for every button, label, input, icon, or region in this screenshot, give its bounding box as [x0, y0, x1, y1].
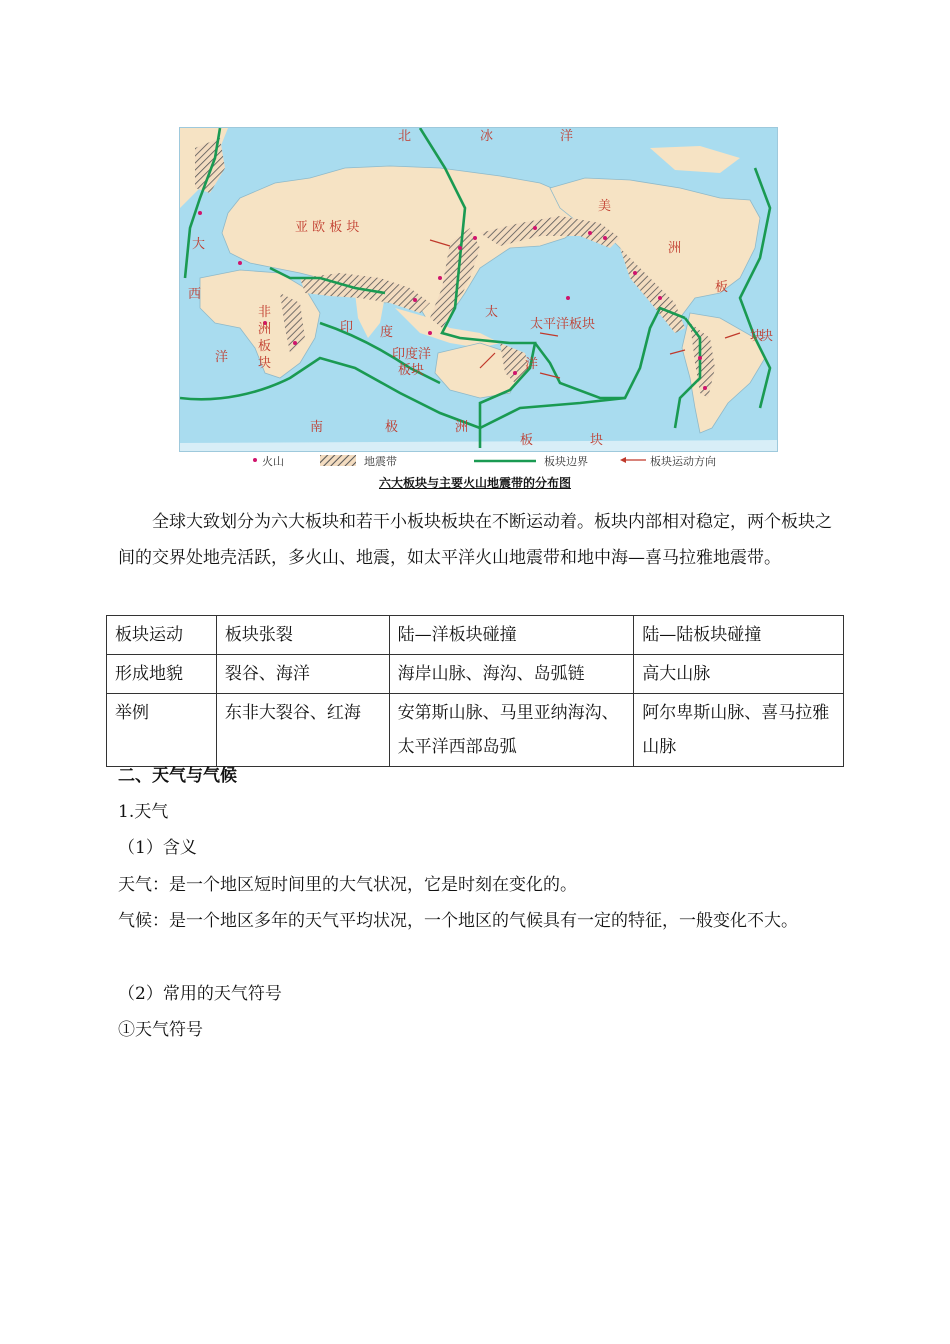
map-label-india-1: 印 — [340, 320, 354, 335]
table-cell: 裂谷、海洋 — [216, 655, 389, 694]
map-label-antarctic-5: 块 — [590, 433, 604, 448]
climate-definition: 气候：是一个地区多年的天气平均状况，一个地区的气候具有一定的特征，一般变化不大。 — [118, 911, 798, 931]
section-heading: 二、天气与气候 — [118, 766, 237, 786]
item-weather-symbol-list: ①天气符号 — [118, 1020, 203, 1040]
table-cell: 陆—陆板块碰撞 — [634, 616, 844, 655]
table-cell: 东非大裂谷、红海 — [216, 694, 389, 767]
map-label-pacific: 太平洋板块 — [530, 317, 596, 332]
legend-boundary: 板块边界 — [544, 455, 588, 468]
map-label-north: 北 — [398, 129, 412, 144]
table-cell: 高大山脉 — [634, 655, 844, 694]
map-legend — [252, 452, 772, 470]
item-weather-symbols: （2）常用的天气符号 — [118, 984, 282, 1004]
figure-caption: 六大板块与主要火山地震带的分布图 — [378, 476, 571, 490]
table-cell: 形成地貌 — [107, 655, 217, 694]
table-cell: 板块运动 — [107, 616, 217, 655]
map-label-africa-1: 非 — [258, 305, 272, 320]
plate-motion-table — [106, 615, 844, 767]
map-label-america-2: 洲 — [668, 241, 682, 256]
map-label-ice: 冰 — [480, 129, 494, 144]
plate-paragraph: 全球大致划分为六大板块和若干小板块板块在不断运动着。板块内部相对稳定，两个板块之间的交界处地壳活跃，多火山、地震，如太平洋火山地震带和地中海—喜马拉雅地震带。 — [118, 512, 832, 568]
map-label-america-1: 美 — [598, 199, 612, 214]
map-label-tai: 太 — [485, 305, 499, 320]
table-cell: 陆—洋板块碰撞 — [389, 616, 634, 655]
table-cell: 海岸山脉、海沟、岛弧链 — [389, 655, 634, 694]
legend-volcano: 火山 — [262, 455, 284, 468]
map-label-antarctic-1: 南 — [310, 420, 324, 435]
direction-legend-icon — [620, 456, 646, 464]
quake-belt-legend-icon — [320, 455, 356, 466]
table-row — [107, 694, 844, 767]
map-label-africa-2: 洲 — [258, 322, 272, 337]
map-label-america-3: 板 — [715, 280, 729, 295]
map-label-eurasia: 亚 欧 板 块 — [295, 220, 360, 235]
item-meaning: （1）含义 — [118, 838, 197, 858]
weather-definition: 天气：是一个地区短时间里的大气状况，它是时刻在变化的。 — [118, 875, 577, 895]
volcano-legend-icon — [252, 457, 258, 463]
map-label-indo-aus-1: 印度洋 — [392, 347, 432, 362]
table-cell: 阿尔卑斯山脉、喜马拉雅山脉 — [634, 694, 844, 767]
world-plate-map — [180, 128, 777, 451]
map-label-antarctic-4: 板 — [520, 433, 534, 448]
map-label-atlantic-2: 西 — [188, 287, 202, 302]
map-label-ocean-top: 洋 — [560, 129, 574, 144]
table-cell: 安第斯山脉、马里亚纳海沟、太平洋西部岛弧 — [389, 694, 634, 767]
map-label-africa-4: 块 — [258, 356, 272, 371]
map-label-antarctic-3: 洲 — [455, 420, 469, 435]
map-label-india-2: 度 — [380, 325, 394, 340]
legend-direction: 板块运动方向 — [650, 455, 716, 468]
legend-quake-belt: 地震带 — [364, 455, 397, 468]
map-label-indo-aus-2: 板块 — [398, 363, 425, 378]
sub-heading-weather: 1.天气 — [118, 802, 169, 822]
map-label-africa-3: 板 — [258, 339, 272, 354]
map-label-antarctic-2: 极 — [385, 420, 399, 435]
table-cell: 板块张裂 — [216, 616, 389, 655]
map-label-atlantic-3: 洋 — [215, 350, 229, 365]
table-cell: 举例 — [107, 694, 217, 767]
boundary-legend-icon — [474, 459, 536, 463]
table-row — [107, 616, 844, 655]
map-label-atlantic-1: 大 — [192, 237, 206, 252]
table-row — [107, 655, 844, 694]
map-label-yang: 洋 — [525, 357, 539, 372]
plate-map-figure — [179, 127, 778, 452]
map-label-right-block: 块 — [760, 329, 774, 344]
map-label-america-4: 块 — [750, 329, 764, 344]
